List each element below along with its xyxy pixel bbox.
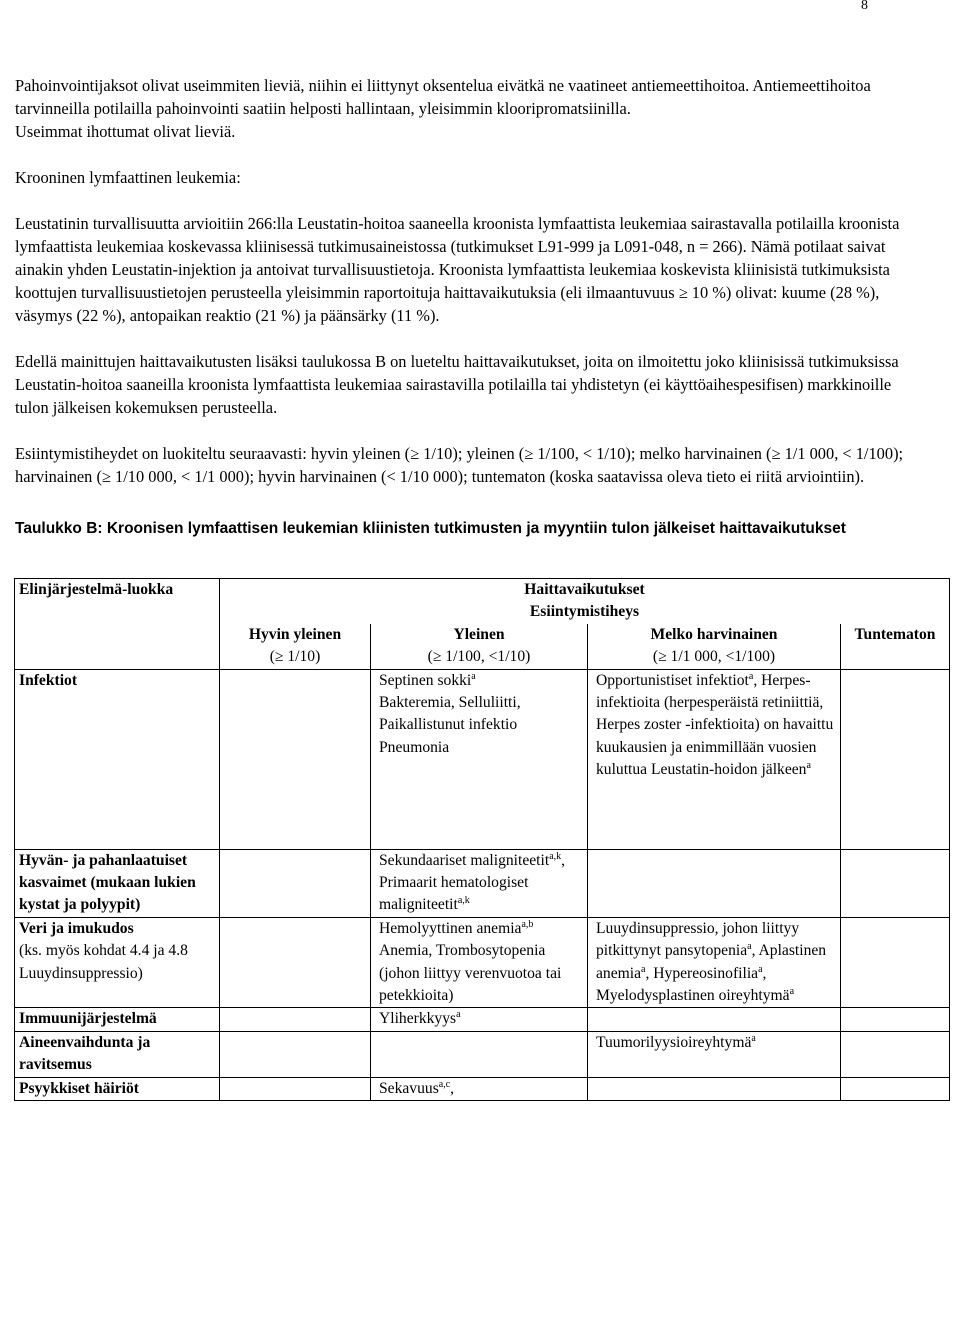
header-uncommon: Melko harvinainen (≥ 1/1 000, <1/100) [588, 624, 841, 669]
table-row [15, 1031, 950, 1077]
header-very-common: Hyvin yleinen (≥ 1/10) [220, 624, 371, 669]
table-header-row [15, 579, 950, 624]
table-caption: Taulukko B: Kroonisen lymfaattisen leukemian kliinisten tutkimusten ja myyntiin tulon jälkeiset haittavaikutukset [15, 520, 846, 537]
table-row [15, 1008, 950, 1031]
ge-symbol: ≥ [678, 283, 688, 302]
organ-infections: Infektiot [15, 669, 220, 849]
paragraph-frequency: Esiintymistiheydet on luokiteltu seuraavasti: hyvin yleinen (≥ 1/10); yleinen (≥ 1/100, < 1/10); melko harvinainen (≥ 1/1 000, < 1/100); harvinainen (≥ 1/10 000, < 1/1 000); hyvin harvinainen (< 1/10 000); tuntematon (koska saatavissa oleva tieto ei riitä arviointiin). [15, 444, 904, 486]
organ-metabolism: Aineenvaihdunta ja ravitsemus [15, 1031, 220, 1077]
cell-common: Sekavuus$^{a,c}$, [371, 1077, 588, 1100]
cell-uncommon: Luuydinsuppressio, johon liittyy pitkittynyt pansytopenia$^a$, Aplastinen anemia$^a$, Hypereosinofilia$^a$, Myelodysplastinen oireyhtymä$^a$ [588, 917, 841, 1008]
page-number: 8 [861, 0, 868, 13]
paragraph-nausea [15, 74, 920, 143]
document-body [15, 74, 936, 1101]
header-not-known: Tuntematon [841, 624, 950, 669]
cell-common [371, 1031, 588, 1077]
cell-not-known [841, 1031, 950, 1077]
table-row [15, 917, 950, 1008]
table-row [15, 849, 950, 917]
cell-uncommon [588, 1008, 841, 1031]
paragraph-safety [15, 212, 920, 327]
organ-immune: Immuunijärjestelmä [15, 1008, 220, 1031]
cell-not-known [841, 669, 950, 849]
adverse-effects-table [14, 578, 950, 1101]
organ-neoplasms: Hyvän- ja pahanlaatuiset kasvaimet (mukaan lukien kystat ja polyypit) [15, 849, 220, 917]
cell-common: Sekundaariset maligniteetit$^{a,k}$, Primaarit hematologiset maligniteetit$^{a,k}$ [371, 849, 588, 917]
paragraph-safety-text-a: Leustatinin turvallisuutta arvioitiin 266:lla Leustatin-hoitoa saaneella kroonista lymfaattista leukemiaa sairastavalla potilailla kroonista lymfaattista leukemiaa koskevassa kliinisessä tutkimusaineistossa (tutkimukset L91-999 ja L091-048, n = 266). Nämä potilaat saivat ainakin yhden Leustatin-injektion ja antoivat turvallisuustietoja. Kroonista lymfaattista leukemiaa koskevista kliinisistä tutkimuksista koottujen turvallisuustietojen perusteella yleisimmin raportoituja haittavaikutuksia (eli ilmaantuvuus [15, 214, 900, 302]
organ-psychiatric: Psyykkiset häiriöt [15, 1077, 220, 1100]
cell-very-common [220, 1077, 371, 1100]
cell-common: Yliherkkyys$^a$ [371, 1008, 588, 1031]
header-organ-class: Elinjärjestelmä-luokka [15, 579, 220, 670]
table-row [15, 669, 950, 849]
cell-very-common [220, 1008, 371, 1031]
cell-uncommon: Opportunistiset infektiot$^a$, Herpes-infektioita (herpesperäistä retiniittiä, Herpes zoster -infektioita) on havaittu kuukausien ja enimmillään vuosien kuluttua Leustatin-hoidon jälkeen$^a$ [588, 669, 841, 849]
header-common: Yleinen (≥ 1/100, <1/10) [371, 624, 588, 669]
table-row [15, 1077, 950, 1100]
cell-uncommon [588, 849, 841, 917]
subheading-cll: Krooninen lymfaattinen leukemia: [15, 168, 241, 187]
cell-not-known [841, 1077, 950, 1100]
cell-not-known [841, 849, 950, 917]
cell-common: Hemolyyttinen anemia$^{a,b}$ Anemia, Trombosytopenia (johon liittyy verenvuotoa tai petekkioita) [371, 917, 588, 1008]
paragraph-nausea-text: Pahoinvointijaksot olivat useimmiten lieviä, niihin ei liittynyt oksentelua eivätkä ne vaatineet antiemeettihoitoa. Antiemeettihoitoa tarvinneilla potilailla pahoinvointi saatiin helposti hallintaan, yleisimmin klooripromatsiinilla. [15, 76, 871, 118]
paragraph-safety-text-b: 10 %) olivat: kuume (28 %), väsymys (22 %), antopaikan reaktio (21 %) ja päänsärky (11 %). [15, 283, 880, 325]
cell-very-common [220, 917, 371, 1008]
cell-uncommon: Tuumorilyysioireyhtymä$^a$ [588, 1031, 841, 1077]
cell-uncommon [588, 1077, 841, 1100]
cell-very-common [220, 1031, 371, 1077]
paragraph-table-intro: Edellä mainittujen haittavaikutusten lisäksi taulukossa B on lueteltu haittavaikutukset, joita on ilmoitettu joko kliinisissä tutkimuksissa Leustatin-hoitoa saaneilla kroonista lymfaattista leukemiaa sairastavilla potilailla tai yhdistetyn (ei käyttöaihespesifisen) markkinoille tulon jälkeisen kokemuksen perusteella. [15, 352, 899, 417]
cell-very-common [220, 669, 371, 849]
organ-blood: Veri ja imukudos (ks. myös kohdat 4.4 ja 4.8 Luuydinsuppressio) [15, 917, 220, 1008]
cell-very-common [220, 849, 371, 917]
cell-common: Septinen sokki$^a$ Bakteremia, Selluliitti, Paikallistunut infektio Pneumonia [371, 669, 588, 849]
cell-not-known [841, 917, 950, 1008]
cell-not-known [841, 1008, 950, 1031]
paragraph-rash-text: Useimmat ihottumat olivat lieviä. [15, 122, 236, 141]
header-adverse-effects: Haittavaikutukset Esiintymistiheys [220, 579, 950, 624]
